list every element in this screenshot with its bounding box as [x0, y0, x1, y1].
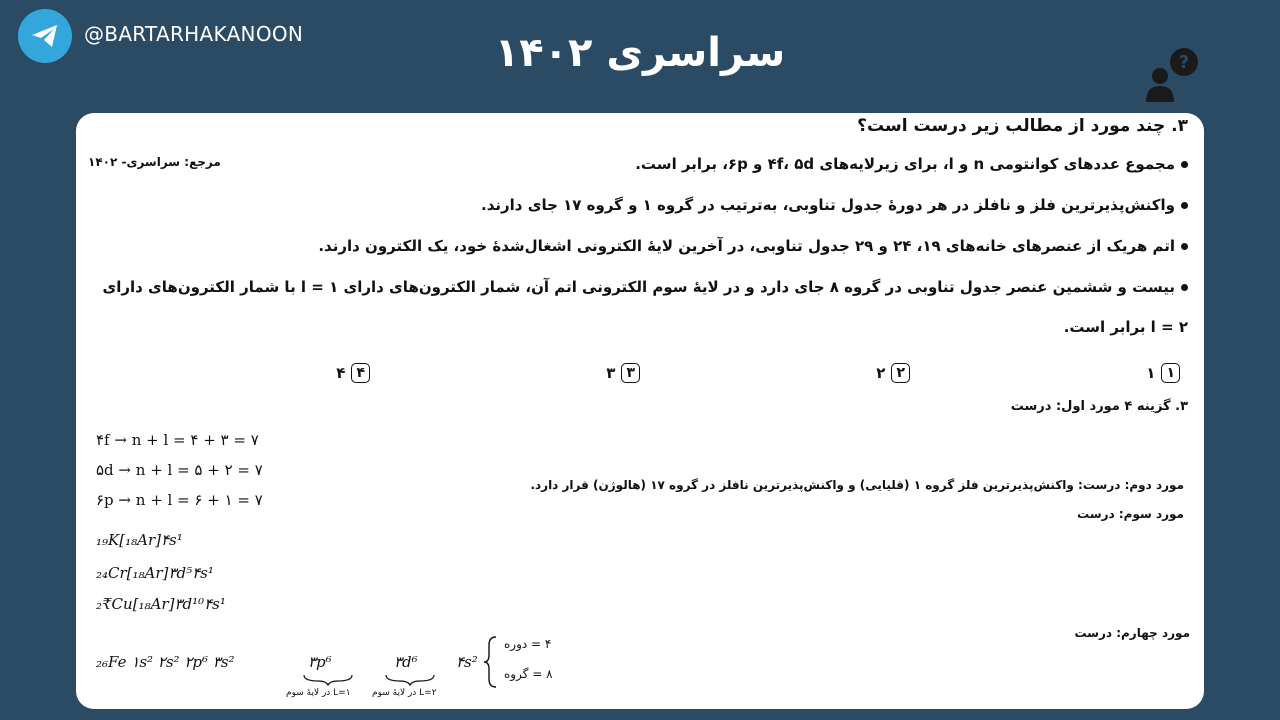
math-4f: ۴f → n + l = ۴ + ۳ = ۷: [96, 431, 259, 449]
config-cu: ₂₹Cu[₁₈Ar]۳d¹⁰۴s¹: [96, 595, 226, 613]
reference-label: مرجع: سراسری- ۱۴۰۲: [88, 155, 221, 169]
question-title: ۳. چند مورد از مطالب زیر درست است؟: [857, 116, 1188, 136]
fe-3d: ۳d⁶: [394, 653, 418, 671]
statement-1: مجموع عددهای کوانتومی n و l، برای زیرلایه‌های ۴f، ۵d و ۶p، برابر است.: [635, 155, 1188, 173]
fe-4s: ۴s²: [456, 653, 478, 671]
config-k: ₁₉K[₁₈Ar]۴s¹: [96, 531, 183, 549]
period-value: ۴ = دوره: [504, 637, 552, 651]
page-title: سراسری ۱۴۰۲: [494, 30, 786, 76]
fe-config: ₂₆Fe ۱s² ۲s² ۲p⁶ ۳s²: [96, 653, 235, 671]
statement-4: بیست و ششمین عنصر جدول تناوبی در گروه ۸ جای دارد و در لایهٔ سوم الکترونی اتم آن، شمار الکترون‌های دارای ۱ = l با شمار الکترون‌های دارای: [102, 278, 1188, 296]
question-card: [76, 113, 1204, 709]
config-cr: ₂₄Cr[₁₈Ar]۳d⁵۴s¹: [96, 564, 214, 582]
underbraces: [298, 673, 438, 687]
option-1[interactable]: ۱ ۱: [1146, 363, 1180, 383]
channel-handle[interactable]: @BARTARHAKANOON: [84, 22, 304, 46]
label-3d: L=۲ در لایهٔ سوم: [372, 688, 437, 698]
option-2[interactable]: ۲ ۲: [876, 363, 910, 383]
statement-4-cont: ۲ = l برابر است.: [1063, 318, 1188, 336]
svg-text:?: ?: [1178, 52, 1190, 73]
curly-brace: [482, 635, 498, 689]
option-3[interactable]: ۳ ۳: [606, 363, 640, 383]
math-5d: ۵d → n + l = ۵ + ۲ = ۷: [96, 461, 263, 479]
note-2: مورد دوم: درست: واکنش‌پذیرترین فلز گروه ۱ (قلیایی) و واکنش‌پذیرترین نافلز در گروه ۱۷ (هالوژن) قرار دارد.: [530, 478, 1184, 492]
statement-2: واکنش‌پذیرترین فلز و نافلز در هر دورهٔ جدول تناوبی، به‌ترتیب در گروه ۱ و گروه ۱۷ جای دارند.: [481, 196, 1188, 214]
option-4[interactable]: ۴ ۴: [336, 363, 370, 383]
help-person-icon: [1140, 44, 1204, 104]
answer-line: ۳. گزینه ۴ مورد اول: درست: [1010, 399, 1188, 414]
label-3p: L=۱ در لایهٔ سوم: [286, 688, 351, 698]
note-4: مورد چهارم: درست: [1074, 626, 1190, 640]
statement-3: اتم هریک از عنصرهای خانه‌های ۱۹، ۲۴ و ۲۹ جدول تناوبی، در آخرین لایهٔ الکترونی اشغال‌شدهٔ خود، یک الکترون دارند.: [318, 237, 1188, 255]
note-3: مورد سوم: درست: [1077, 507, 1184, 521]
group-value: ۸ = گروه: [504, 667, 553, 681]
fe-3p: ۳p⁶: [308, 653, 332, 671]
math-6p: ۶p → n + l = ۶ + ۱ = ۷: [96, 491, 263, 509]
